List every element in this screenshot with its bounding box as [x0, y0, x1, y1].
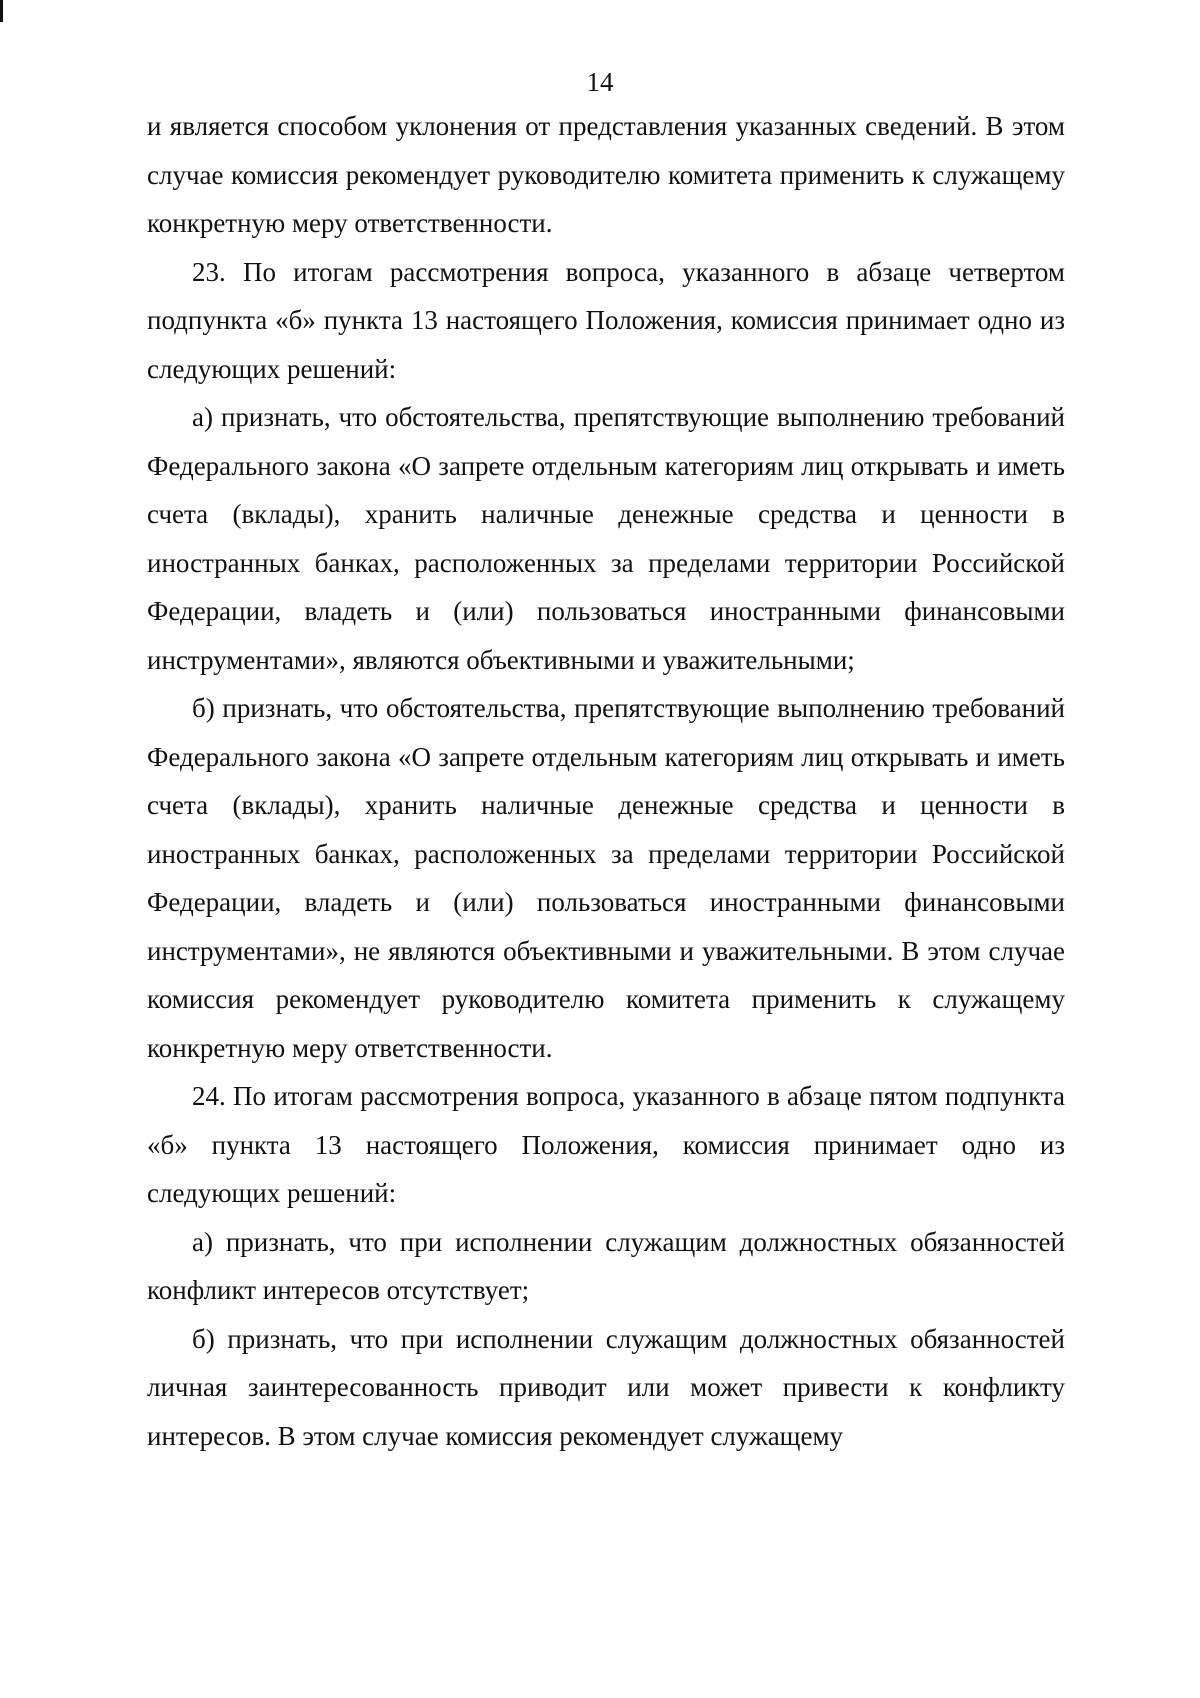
paragraph-continuation: и является способом уклонения от представления указанных сведений. В этом случае комиссия рекомендует руководителю комитета применить к служащему конкретную меру ответственности. [147, 111, 1065, 238]
paragraph-24-a: а) признать, что при исполнении служащим должностных обязанностей конфликт интересов отсутствует; [147, 1226, 1065, 1305]
paragraph-item-24: 24. По итогам рассмотрения вопроса, указанного в абзаце пятом подпункта «б» пункта 13 настоящего Положения, комиссия принимает одно из следующих решений: [147, 1081, 1065, 1208]
paragraph-24-b: б) признать, что при исполнении служащим должностных обязанностей личная заинтересованность приводит или может привести к конфликту интересов. В этом случае комиссия рекомендует служащему [147, 1323, 1065, 1451]
paragraph-23-a: а) признать, что обстоятельства, препятствующие выполнению требований Федерального закона «О запрете отдельным категориям лиц открывать и иметь счета (вклады), хранить наличные денежные средства и ценности в иностранных банках, расположенных за пределами территории Российской Федерации, владеть и (или) пользоваться иностранными финансовыми инструментами», являются объективными и уважительными; [147, 402, 1065, 675]
paragraph-item-23: 23. По итогам рассмотрения вопроса, указанного в абзаце четвертом подпункта «б» пункта 13 настоящего Положения, комиссия принимает одно из следующих решений: [147, 256, 1065, 384]
document-body [147, 102, 1065, 1460]
page-number: 14 [586, 67, 614, 97]
scan-edge-mark [0, 0, 3, 22]
paragraph-23-b: б) признать, что обстоятельства, препятствующие выполнению требований Федерального закона «О запрете отдельным категориям лиц открывать и иметь счета (вклады), хранить наличные денежные средства и ценности в иностранных банках, расположенных за пределами территории Российской Федерации, владеть и (или) пользоваться иностранными финансовыми инструментами», не являются объективными и уважительными. В этом случае комиссия рекомендует руководителю комитета применить к служащему конкретную меру ответственности. [147, 693, 1065, 1063]
